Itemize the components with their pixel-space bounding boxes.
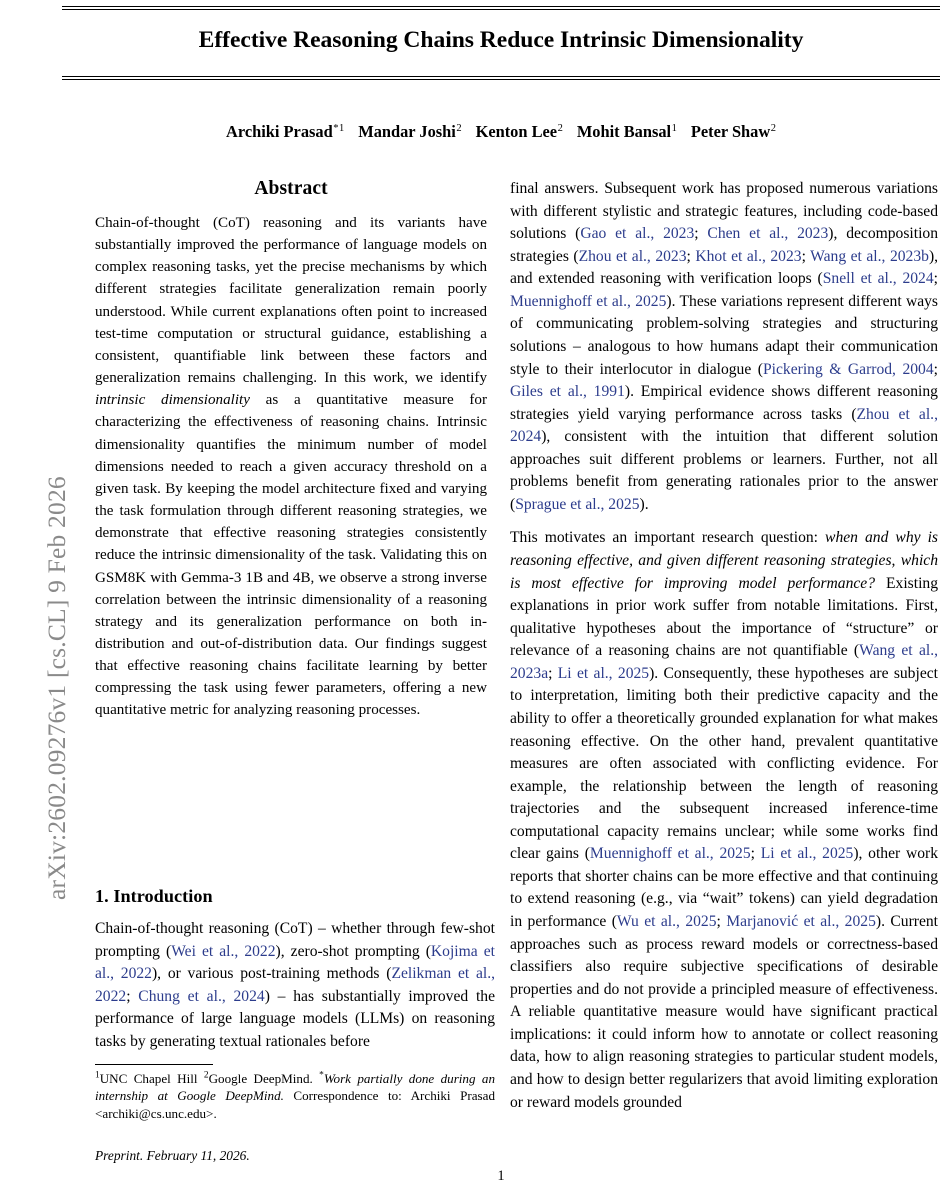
abstract-text xyxy=(95,212,487,722)
introduction-paragraph-1 xyxy=(95,918,495,1053)
research-question-italic: when and why is reasoning effective, and given different reasoning strategies, which is most effective for improving model performance? xyxy=(510,529,938,592)
text-run: ; xyxy=(694,225,708,243)
paper-page xyxy=(62,0,943,1200)
footnote-star-note: Work partially done during an internship at Google DeepMind. xyxy=(95,1071,495,1104)
right-paragraph-1 xyxy=(510,178,938,516)
abstract-part-1: Chain-of-thought (CoT) reasoning and its variants have substantially improved the performance of language models on complex reasoning tasks, yet the precise mechanisms by which different strategies facilitate generalization remain poorly understood. While current explanations often point to increased test-time computation or structural guidance, establishing a consistent, quantifiable link between these factors and generalization remains challenging. In this work, we identify xyxy=(95,215,487,387)
text-run: ), decomposition strategies ( xyxy=(510,225,939,265)
text-run: UNC Chapel Hill xyxy=(99,1071,204,1086)
text-run: Chain-of-thought reasoning (CoT) – whether through few-shot prompting ( xyxy=(95,920,495,960)
citation-link[interactable]: Muennighoff et al., 2025 xyxy=(589,845,751,863)
author-name: Mohit Bansal xyxy=(576,122,672,141)
author-entry xyxy=(691,122,776,141)
author-list xyxy=(62,122,940,142)
citation-link[interactable]: Wang et al., 2023b xyxy=(810,247,929,265)
footnote-marker-star: * xyxy=(319,1070,324,1081)
page-number: 1 xyxy=(497,1168,505,1184)
text-run: ; xyxy=(126,987,139,1005)
citation-link[interactable]: Zelikman et al., 2022 xyxy=(95,965,495,1005)
abstract-italic-term: intrinsic dimensionality xyxy=(95,392,250,409)
text-run: final answers. Subsequent work has proposed numerous variations with different stylistic and strategic features, including code-based solutions ( xyxy=(510,180,938,243)
abstract-heading: Abstract xyxy=(254,178,328,199)
text-run: Existing explanations in prior work suffer from notable limitations. First, qualitative hypotheses about the importance of “structure” or relevance of a reasoning chains are not quantifiable ( xyxy=(510,574,938,660)
footnote-marker-2: 2 xyxy=(203,1070,209,1081)
left-column xyxy=(95,178,487,722)
citation-link[interactable]: Li et al., 2025 xyxy=(760,845,854,863)
author-affil-marker: 1 xyxy=(671,122,677,134)
footnote-marker-1: 1 xyxy=(95,1070,100,1081)
citation-link[interactable]: Wu et al., 2025 xyxy=(616,913,717,930)
text-run: ; xyxy=(750,845,761,863)
footnote-rule xyxy=(95,1064,213,1065)
footnote-correspondence: Correspondence to: Archiki Prasad <archiki@cs.unc.edu>. xyxy=(95,1088,495,1121)
section-heading-introduction: 1. Introduction xyxy=(95,886,213,906)
author-affil-marker: 2 xyxy=(770,122,776,134)
right-paragraph-2 xyxy=(510,527,938,1114)
right-column xyxy=(510,178,938,1114)
abstract-part-2: as a quantitative measure for characterizing the effectiveness of reasoning chains. Intrinsic dimensionality quantifies the minimum number of model dimensions needed to reach a given accuracy threshold on a given task. By keeping the model architecture fixed and varying the task formulation through different reasoning strategies, we demonstrate that effective reasoning strategies consistently reduce the intrinsic dimensionality of the task. Validating this on GSM8K with Gemma-3 1B and 4B, we observe a strong inverse correlation between the intrinsic dimensionality of a reasoning strategy and its generalization performance on both in-distribution and out-of-distribution data. Our findings suggest that effective reasoning chains facilitate learning by better compressing the task using fewer parameters, offering a new quantitative metric for analyzing reasoning processes. xyxy=(95,392,487,719)
citation-link[interactable]: Marjanović et al., 2025 xyxy=(726,913,876,930)
citation-link[interactable]: Sprague et al., 2025 xyxy=(515,495,640,513)
text-run: ; xyxy=(933,360,938,378)
author-name: Kenton Lee xyxy=(475,122,558,141)
author-name: Archiki Prasad xyxy=(226,122,333,141)
author-star-marker: * xyxy=(333,122,339,134)
text-run: ). Current approaches such as process reward models or correctness-based classifiers also require subjective specifications of desirable properties and do not provide a principled measure of effectiveness. A reliable quantitative measure would have significant practical implications: it could inform how to annotate or collect reasoning data, how to align reasoning strategies to particular student models, and how to design better regularizers that avoid limiting exploration or reward models grounded xyxy=(510,913,939,1111)
page-title: Effective Reasoning Chains Reduce Intrinsic Dimensionality xyxy=(198,27,804,53)
citation-link[interactable]: Wei et al., 2022 xyxy=(171,942,276,960)
header-rule-top xyxy=(62,6,940,10)
header-rule-bottom xyxy=(62,76,940,80)
author-name: Peter Shaw xyxy=(690,122,771,141)
citation-link[interactable]: Chung et al., 2024 xyxy=(138,987,265,1005)
text-run: ), other work reports that shorter chains can be more effective and that continuing to extend reasoning (e.g., via “wait” tokens) can yield degradation in performance ( xyxy=(510,845,939,930)
citation-link[interactable]: Muennighoff et al., 2025 xyxy=(510,292,667,310)
author-entry xyxy=(577,122,677,141)
citation-link[interactable]: Kojima et al., 2022 xyxy=(95,942,495,983)
introduction-section xyxy=(95,886,495,1053)
text-run: ; xyxy=(716,913,727,930)
citation-link[interactable]: Li et al., 2025 xyxy=(557,664,650,682)
citation-link[interactable]: Gao et al., 2023 xyxy=(580,225,695,243)
author-affil-marker: 2 xyxy=(456,122,462,134)
text-run: ). xyxy=(639,495,649,513)
preprint-line: Preprint. February 11, 2026. xyxy=(95,1148,250,1164)
text-run: ; xyxy=(933,270,938,288)
text-run: ; xyxy=(801,247,811,265)
author-entry xyxy=(476,122,563,141)
text-run: This motivates an important research question: xyxy=(510,529,826,547)
author-name: Mandar Joshi xyxy=(358,122,456,141)
footnote-block xyxy=(95,1064,495,1164)
footnote-affiliations xyxy=(95,1070,495,1122)
author-affil-marker: 2 xyxy=(557,122,563,134)
text-run: ). Consequently, these hypotheses are subject to interpretation, limiting both their predictive capacity and the ability to offer a theoretically grounded explanation for what makes reasoning effective. On the other hand, prevalent quantitative measures are often associated with conflicting evidence. For example, the relationship between the length of reasoning trajectories and the subsequent increased inference-time computational capacity remains unclear; while some works find clear gains ( xyxy=(510,664,938,863)
text-run: ; xyxy=(686,247,696,265)
citation-link[interactable]: Zhou et al., 2023 xyxy=(578,247,687,265)
citation-link[interactable]: Giles et al., 1991 xyxy=(510,383,625,401)
author-entry xyxy=(226,122,344,141)
author-affil-marker: 1 xyxy=(338,122,345,134)
text-run: Google DeepMind. xyxy=(208,1071,320,1086)
citation-link[interactable]: Khot et al., 2023 xyxy=(695,247,802,265)
text-run: ) – has substantially improved the performance of large language models (LLMs) on reasoning tasks by generating textual rationales before xyxy=(95,987,495,1050)
citation-link[interactable]: Wang et al., 2023a xyxy=(510,642,938,682)
citation-link[interactable]: Zhou et al., 2024 xyxy=(510,405,938,446)
author-entry xyxy=(358,122,461,141)
arxiv-stamp xyxy=(0,0,71,1200)
text-run: ). Empirical evidence shows different reasoning strategies yield varying performance across tasks ( xyxy=(510,383,938,423)
text-run: ), or various post-training methods ( xyxy=(151,965,392,983)
text-run: ; xyxy=(548,664,558,682)
text-run: ). These variations represent different ways of communicating problem-solving strategies and structuring solutions – analogous to how humans adapt their communication style to their interlocutor in dialogue ( xyxy=(510,292,938,378)
citation-link[interactable]: Chen et al., 2023 xyxy=(707,225,829,243)
arxiv-stamp-text: arXiv:2602.09276v1 [cs.CL] 9 Feb 2026 xyxy=(42,476,71,900)
text-run: ), and extended reasoning with verification loops ( xyxy=(510,247,939,288)
citation-link[interactable]: Snell et al., 2024 xyxy=(822,270,934,288)
text-run: ), consistent with the intuition that different solution approaches suit different problems or learners. Further, not all problems benefit from generating rationales prior to the answer ( xyxy=(510,428,938,513)
text-run: ), zero-shot prompting ( xyxy=(275,942,431,960)
citation-link[interactable]: Pickering & Garrod, 2004 xyxy=(762,360,934,378)
